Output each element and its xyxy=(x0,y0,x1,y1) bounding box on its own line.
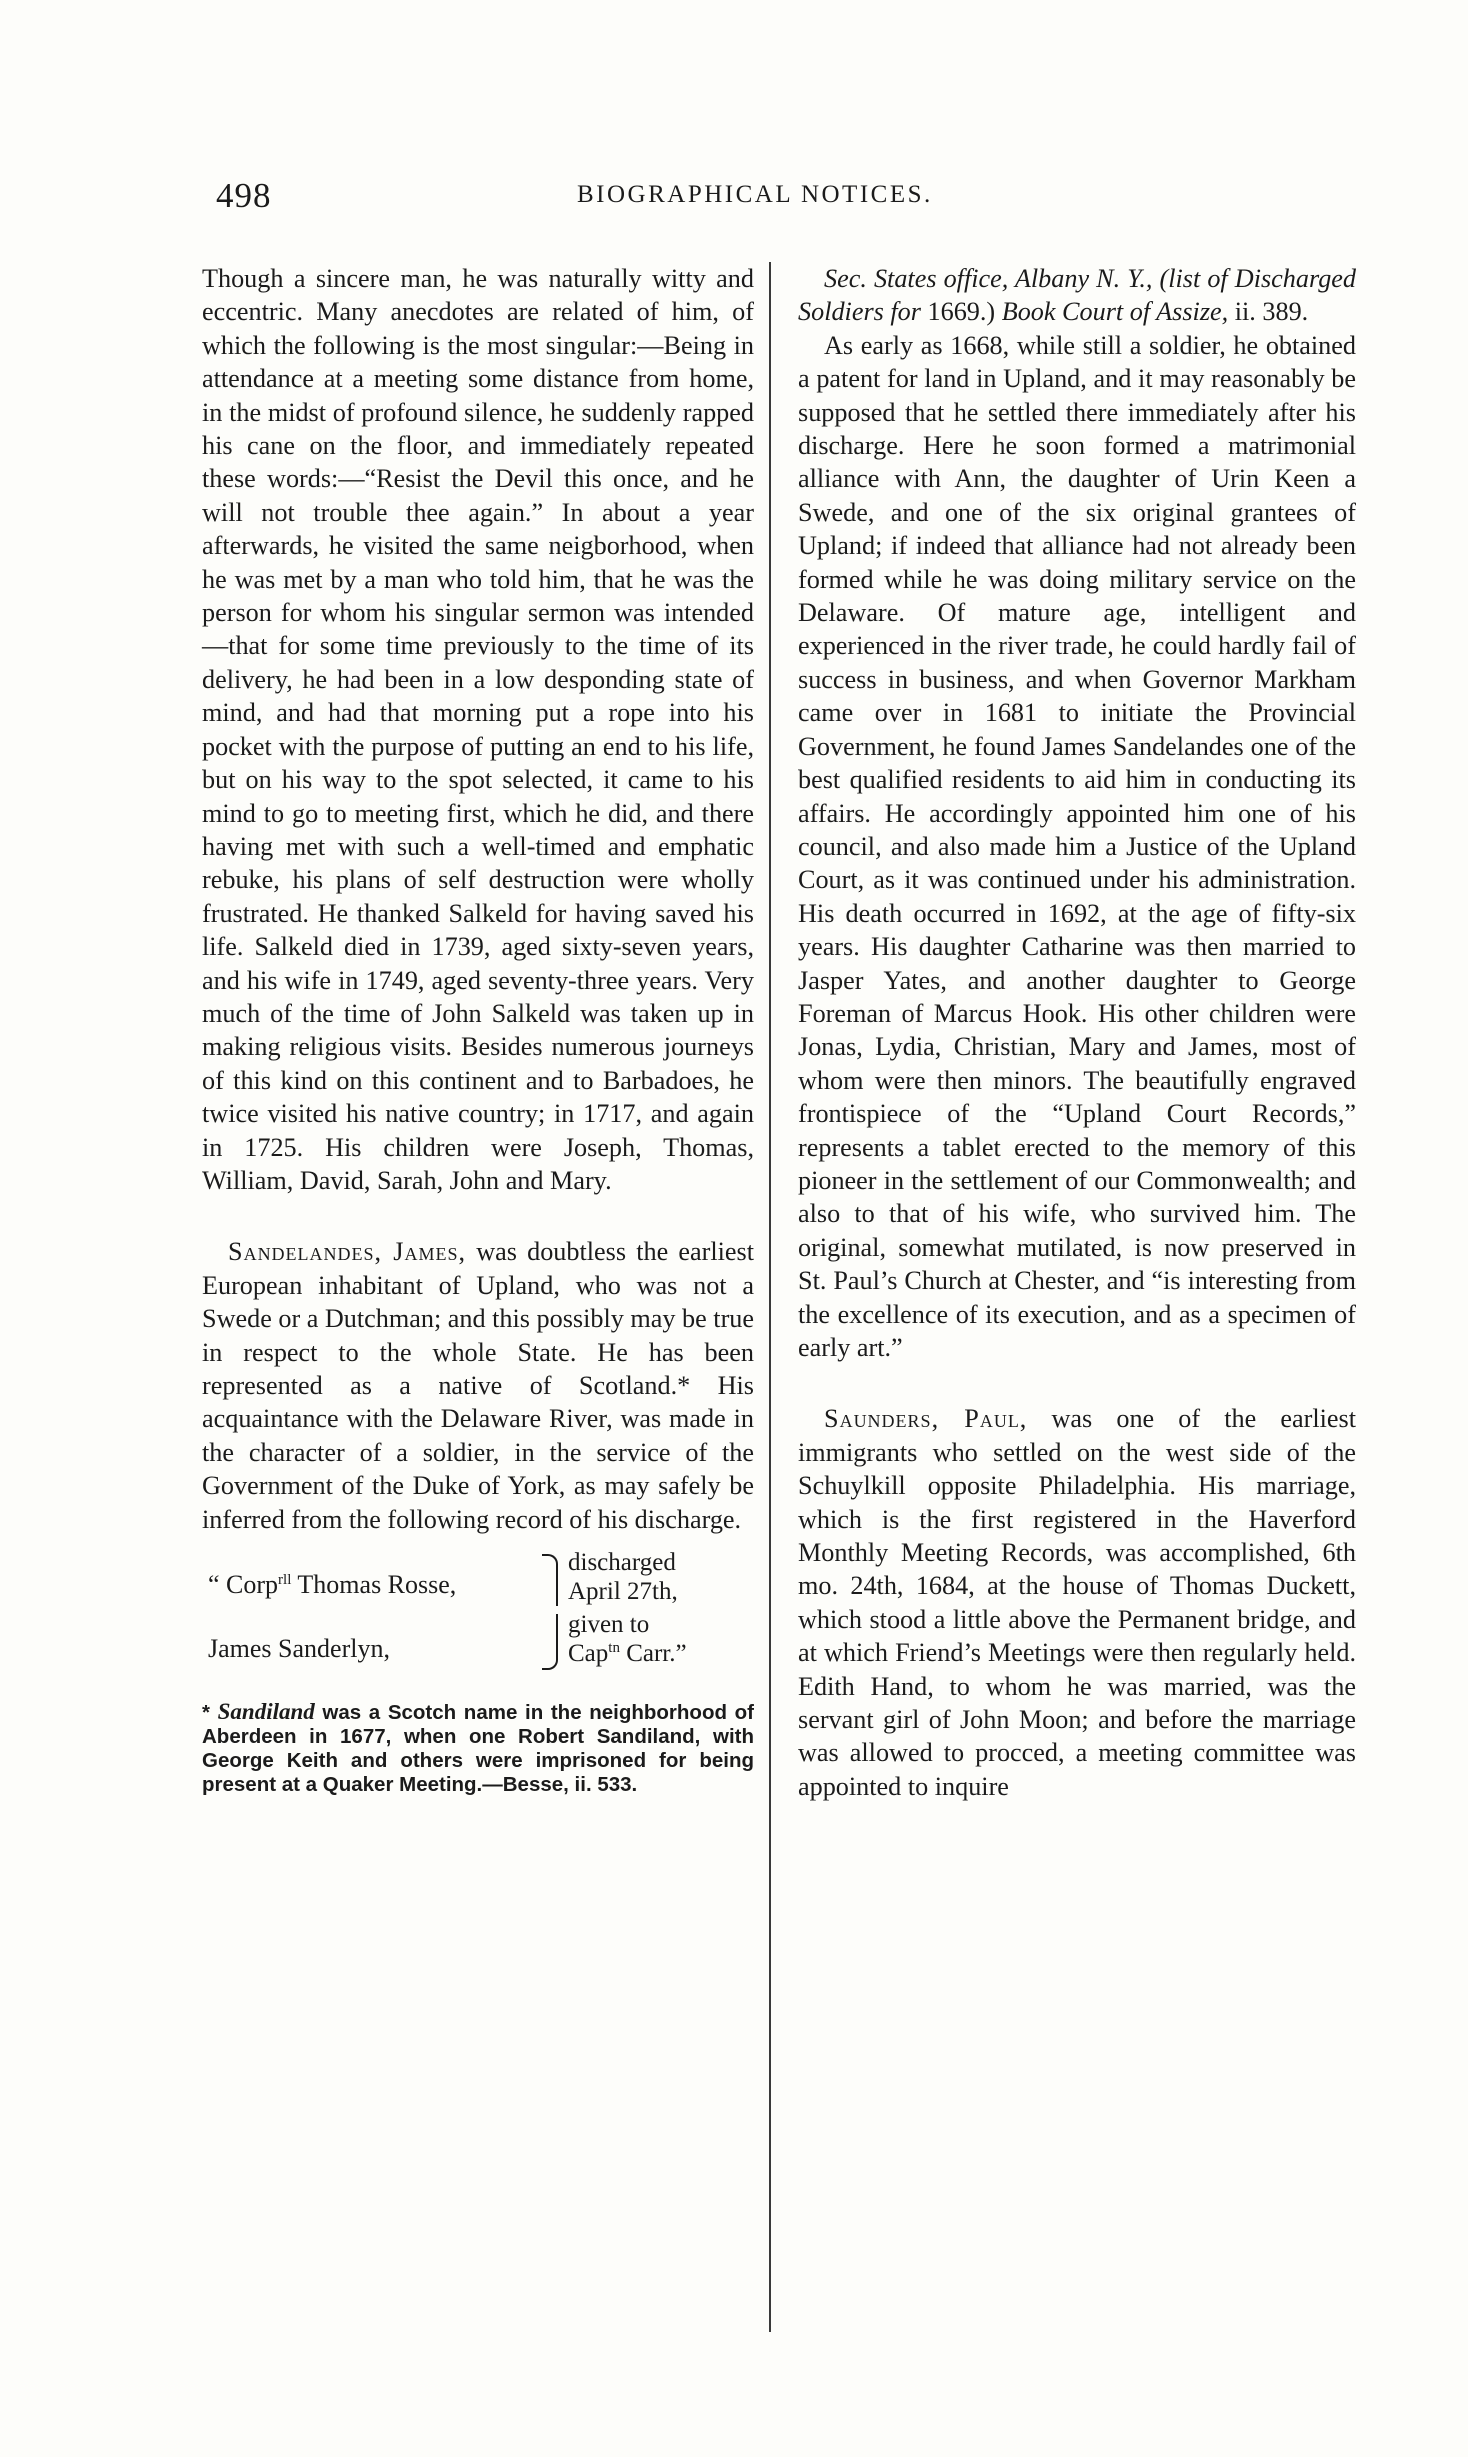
sandelandes-text: was doubtless the earliest European inhabitant of Upland, who was not a Swede or a Dutchman; and this possibly may be true in respect to the whole State. He has been represented as a native of Scotland.* His acquaintance with the Delaware River, was made in the character of a soldier, in the service of the Government of the Duke of York, as may safely be inferred from the following record of his discharge. xyxy=(202,1237,755,1534)
page-number: 498 xyxy=(216,176,272,215)
brace-bottom xyxy=(542,1614,558,1670)
citation xyxy=(798,262,1356,329)
footnote-marker: * xyxy=(202,1701,218,1725)
sandelandes-continuation: As early as 1668, while still a soldier, he obtained a patent for land in Upland, and it may reasonably be supposed that he settled there immediately after his discharge. Here he soon formed a matrimonial alliance with Ann, the daughter of Urin Keen a Swede, and one of the six original grantees of Upland; if indeed that alliance had not already been formed while he was doing military service on the Delaware. Of mature age, intelligent and experienced in the river trade, he could hardly fail of success in business, and when Governor Markham came over in 1681 to initiate the Provincial Government, he found James Sandelandes one of the best qualified residents to aid him in conducting its affairs. He accordingly appointed him one of his council, and also made him a Justice of the Upland Court, as it was continued under his administration. His death occurred in 1692, at the age of fifty-six years. His daughter Catharine was then married to Jasper Yates, and another daughter to George Foreman of Marcus Hook. His other children were Jonas, Lydia, Christian, Mary and James, most of whom were then minors. The beautifully engraved frontispiece of the “Upland Court Records,” represents a tablet erected to the memory of this pioneer in the settlement of our Commonwealth; and also to that of his wife, who survived him. The original, somewhat mutilated, is now preserved in St. Paul’s Church at Chester, and “is interesting from the excellence of its execution, and as a specimen of early art.” xyxy=(798,330,1356,1362)
record-rosse-sup: rll xyxy=(278,1572,292,1589)
note-captain-name: Carr.” xyxy=(619,1640,687,1668)
salkeld-paragraph: Though a sincere man, he was naturally witty and eccentric. Many anecdotes are related of him, of which the following is the most singular:—Being in attendance at a meeting some distance from home, in the midst of profound silence, he suddenly rapped his cane on the floor, and immediately repeated these words:—“Resist the Devil this once, and he will not trouble thee again.” In about a year afterwards, he visited the same neigborhood, when he was met by a man who told him, that he was the person for whom his singular sermon was intended—that for some time previously to the time of its delivery, he had been in a low desponding state of mind, and had that morning put a rope into his pocket with the purpose of putting an end to his life, but on his way to the spot selected, it came to his mind to go to meeting first, which he did, and there having met with such a well-timed and emphatic rebuke, his plans of self destruction were wholly frustrated. He thanked Salkeld for having saved his life. Salkeld died in 1739, aged sixty-seven years, and his wife in 1749, aged seventy-three years. Very much of the time of John Salkeld was taken up in making religious visits. Besides numerous journeys of this kind on this continent and to Barbadoes, he twice visited his native country; in 1717, and again in 1725. His children were Joseph, Thomas, William, David, Sarah, John and Mary. xyxy=(202,264,754,1195)
sandelandes-paragraph xyxy=(202,1235,754,1536)
running-head: BIOGRAPHICAL NOTICES. xyxy=(577,181,933,208)
footnote xyxy=(202,1700,754,1797)
note-captain-sup: tn xyxy=(608,1640,620,1657)
citation-year: 1669.) xyxy=(920,297,1002,327)
record-row-rosse xyxy=(208,1568,456,1601)
citation-page: ii. 389. xyxy=(1228,297,1309,327)
entry-name: Saunders, Paul, xyxy=(824,1404,1028,1434)
entry-name: Sandelandes, James, xyxy=(228,1237,467,1267)
record-note-discharged xyxy=(568,1548,678,1606)
note-captain xyxy=(568,1639,687,1668)
record-rosse-name: Thomas Rosse, xyxy=(291,1570,457,1600)
discharge-record xyxy=(202,1548,754,1670)
saunders-text: was one of the earliest immigrants who settled on the west side of the Schuylkill opposite Philadelphia. His marriage, which is the first registered in the Haverford Monthly Meeting Records, was accomplished, 6th mo. 24th, 1684, at the house of Thomas Duckett, which stood a little above the Permanent bridge, and at which Friend’s Meetings were then regularly held. Edith Hand, to whom he was married, was the servant girl of John Moon; and before the marriage was allowed to procced, a meeting committee was appointed to inquire xyxy=(798,1404,1356,1801)
note-given-to: given to xyxy=(568,1611,650,1639)
saunders-paragraph xyxy=(798,1402,1356,1803)
paragraph-gap xyxy=(798,1364,1356,1402)
right-column xyxy=(798,262,1356,1803)
column-divider xyxy=(769,262,771,2332)
record-row-sanderlyn: James Sanderlyn, xyxy=(208,1634,390,1664)
footnote-italic: Sandiland xyxy=(217,1699,315,1725)
note-date: April 27th, xyxy=(568,1578,678,1606)
left-column xyxy=(202,262,754,1797)
page-header xyxy=(0,176,1468,222)
brace-top xyxy=(542,1554,558,1606)
citation-source-2: Book Court of Assize, xyxy=(1001,297,1229,327)
record-rosse-pre: “ Corp xyxy=(208,1570,279,1600)
paragraph-gap xyxy=(202,1197,754,1235)
footnote-text: was a Scotch name in the neighborhood of Aberdeen in 1677, when one Robert Sandiland, with George Keith and others were imprisoned for being present at a Quaker Meeting.—Besse, ii. 533. xyxy=(202,1701,754,1797)
citation-source-1: Sec. States office, Albany N. Y., (list of Discharged Soldiers for xyxy=(798,264,1356,327)
note-captain-pre: Cap xyxy=(568,1640,609,1668)
record-note-given xyxy=(568,1610,687,1668)
note-discharged: discharged xyxy=(568,1549,676,1577)
